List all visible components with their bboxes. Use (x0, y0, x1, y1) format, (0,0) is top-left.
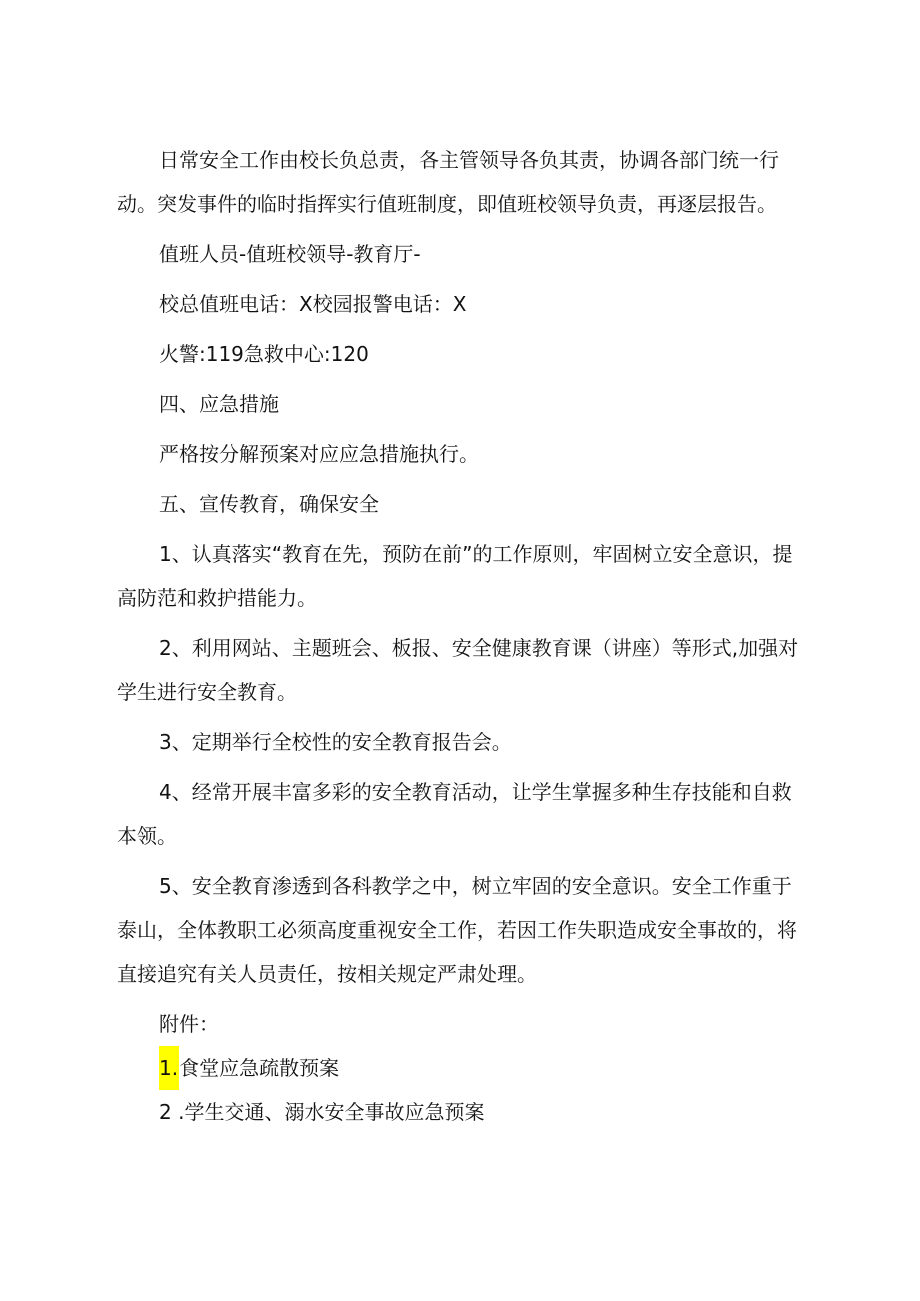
attachment-item-2 (117, 1090, 807, 1134)
section-heading-education: 五、宣传教育，确保安全 (159, 492, 379, 516)
attachments-heading: 附件： (159, 1012, 219, 1036)
attachment-item-1 (117, 1046, 807, 1090)
paragraph-duty-personnel: 值班人员-值班校领导-教育厅- (159, 242, 421, 266)
attachment-number-highlighted: 1. (159, 1046, 179, 1090)
list-item-education-4: 4、经常开展丰富多彩的安全教育活动，让学生掌握多种生存技能和自救本领。 (117, 780, 792, 848)
list-item-education-5: 5、安全教育渗透到各科教学之中，树立牢固的安全意识。安全工作重于泰山，全体教职工必须高度重视安全工作，若因工作失职造成安全事故的，将直接追究有关人员责任，按相关规定严肃处理。 (117, 874, 797, 986)
attachment-title: 食堂应急疏散预案 (179, 1056, 340, 1080)
paragraph-emergency-numbers: 火警:119急救中心:120 (159, 342, 369, 366)
document-body (117, 138, 807, 1134)
attachment-number: 2 (159, 1100, 172, 1124)
attachment-title: .学生交通、溺水安全事故应急预案 (171, 1100, 485, 1124)
paragraph-measures-execution: 严格按分解预案对应应急措施执行。 (159, 442, 479, 466)
section-heading-emergency-measures: 四、应急措施 (159, 392, 279, 416)
list-item-education-3: 3、定期举行全校性的安全教育报告会。 (159, 730, 512, 754)
paragraph-duty-responsibility: 日常安全工作由校长负总责，各主管领导各负其责，协调各部门统一行动。突发事件的临时指挥实行值班制度，即值班校领导负责，再逐层报告。 (117, 148, 779, 216)
list-item-education-1: 1、认真落实“教育在先，预防在前”的工作原则，牢固树立安全意识，提高防范和救护措能力。 (117, 542, 793, 610)
paragraph-duty-phone: 校总值班电话：X校园报警电话：X (159, 292, 467, 316)
list-item-education-2: 2、利用网站、主题班会、板报、安全健康教育课（讲座）等形式,加强对学生进行安全教育。 (117, 636, 799, 704)
